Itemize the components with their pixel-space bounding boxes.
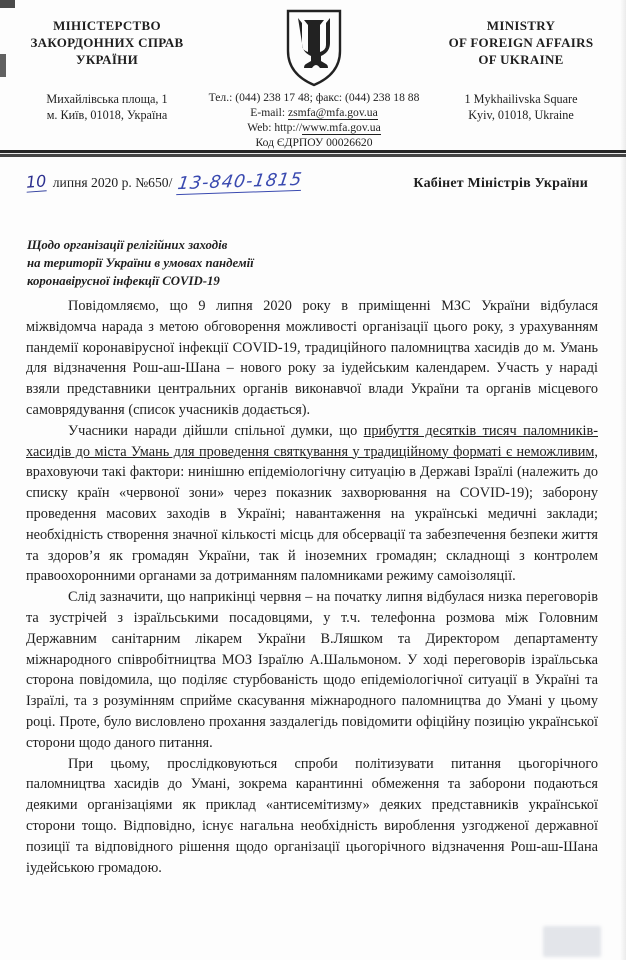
handwritten-registration-number: 13-840-1815 [176, 169, 304, 195]
contact-email-line [209, 105, 420, 120]
letterhead-ukrainian-block [0, 18, 200, 150]
org-name-en-line1: MINISTRY [486, 18, 556, 33]
contact-web-label: Web: http:// [247, 121, 303, 135]
body-paragraph-4: При цьому, прослідковуються спроби політизувати питання цьогорічного паломництва хасидів до Умані, зокрема карантинні обмеження та заборони подаються деякими організаціями як приклад «антисемітизму» деяких представників української сторони тощо. Відповідно, існує нагальна необхідність вироблення узгодженої державної позиції та відповідного рішення щодо організації цьогорічного відзначення Рош-аш-Шана іудейською громадою. [26, 755, 598, 876]
body-paragraph-3: Слід зазначити, що наприкінці червня – на початку липня відбулася низка переговорів та зустрічей з ізраїльськими посадовцями, у т.ч. телефонна розмова між Головним Державним санітарним лікарем України В.Ляшком та Директором департаменту міжнародного співробітництва МОЗ Ізраїлю А.Шальмоном. У ході переговорів ізраїльська сторона повідомила, що поділяє стурбованість щодо епідеміологічної ситуації в Україні та Ізраїлі, та з розумінням сприйме скасування міжнародного паломництва до Умані у цьому році. Проте, було висловлено прохання заздалегідь повідомити офіційну позицію української сторони щодо даного питання. [26, 589, 598, 751]
scan-edge-shadow [620, 0, 626, 960]
org-address-ua [14, 91, 200, 124]
handwritten-day: 10 [25, 171, 47, 192]
contact-email-label: E-mail: [250, 106, 288, 120]
paragraph-2-underlined-statement: прибуття десятків тисяч паломників-хасидів до міста Умань для проведення святкування у традиційному форматі є неможливим, [26, 422, 598, 460]
subject-line3: коронавірусної інфекції COVID-19 [27, 274, 220, 289]
reference-line [25, 169, 304, 195]
org-name-ua-line3: УКРАЇНИ [75, 51, 138, 67]
letterhead-divider-rule [0, 150, 626, 157]
org-address-en-line2: Kyiv, 01018, Ukraine [468, 108, 574, 123]
body-paragraph-1: Повідомляємо, що 9 липня 2020 року в приміщенні МЗС України відбулася міжвідомча нарада з метою обговорення можливості організації цього року, з урахуванням пандемії коронавірусної інфекції COVID-19, традиційного паломництва хасидів до м. Умань для відзначення Рош-аш-Шана – нового року за іудейським календарем. Участь у нараді взяли представники центральних органів виконавчої влади України та органів місцевого самоврядування (список учасників додається). [26, 298, 598, 418]
org-address-ua-line2: м. Київ, 01018, Україна [46, 108, 168, 123]
subject-block [27, 236, 254, 290]
org-address-en [428, 91, 614, 124]
contact-email: zsmfa@mfa.gov.ua [287, 106, 378, 120]
letter-body [26, 296, 598, 878]
addressee: Кабінет Міністрів України [413, 176, 588, 191]
scan-corner-artifact [0, 0, 15, 8]
scan-stamp-smudge [543, 926, 601, 957]
org-name-en-line2: OF FOREIGN AFFAIRS [448, 34, 594, 50]
letterhead-english-block [428, 18, 626, 150]
subject-line1: Щодо організації релігійних заходів [27, 238, 228, 252]
letterhead-center-block [204, 18, 424, 150]
body-paragraph-2 [26, 421, 598, 587]
contact-phone: Тел.: (044) 238 17 48; факс: (044) 238 18 88 [208, 91, 420, 104]
scan-edge-artifact [0, 54, 6, 77]
letterhead [0, 0, 626, 150]
org-address-en-line1: 1 Mykhailivska Square [464, 91, 578, 106]
ukraine-trident-icon [283, 8, 345, 88]
paragraph-2-rest: враховуючи такі фактори: нинішню епідеміологічну ситуацію в Державі Ізраїлі (належить до списку країн «червоної зони» через показник захворювання на COVID-19); заборону проведення масових заходів в Україні; навантаження на українські медичні заклади; необхідність створення значної кількості місць для обсервації та забезпечення безпеки життя та здоров’я як громадян України, так й іноземних громадян; складнощі з контролем правоохоронними органами за дотриманням паломниками режиму самоізоляції. [26, 464, 598, 585]
org-name-ua [14, 18, 200, 69]
subject-line2: на території України в умовах пандемії [27, 256, 254, 271]
org-name-en-line3: OF UKRAINE [478, 51, 564, 67]
org-address-ua-line1: Михайлівська площа, 1 [46, 91, 168, 106]
contact-block [209, 90, 420, 150]
contact-web: www.mfa.gov.ua [302, 121, 381, 135]
contact-edrpou: Код ЄДРПОУ 00026620 [255, 136, 373, 150]
org-name-ua-line1: МІНІСТЕРСТВО [53, 18, 161, 33]
org-name-en [428, 18, 614, 69]
org-name-ua-line2: ЗАКОРДОННИХ СПРАВ [30, 34, 184, 50]
contact-web-line [209, 120, 420, 135]
paragraph-2-lead: Учасники наради дійшли спільної думки, що [68, 422, 364, 439]
reference-printed: липня 2020 р. №650/ [52, 175, 173, 190]
reference-row [25, 169, 588, 195]
